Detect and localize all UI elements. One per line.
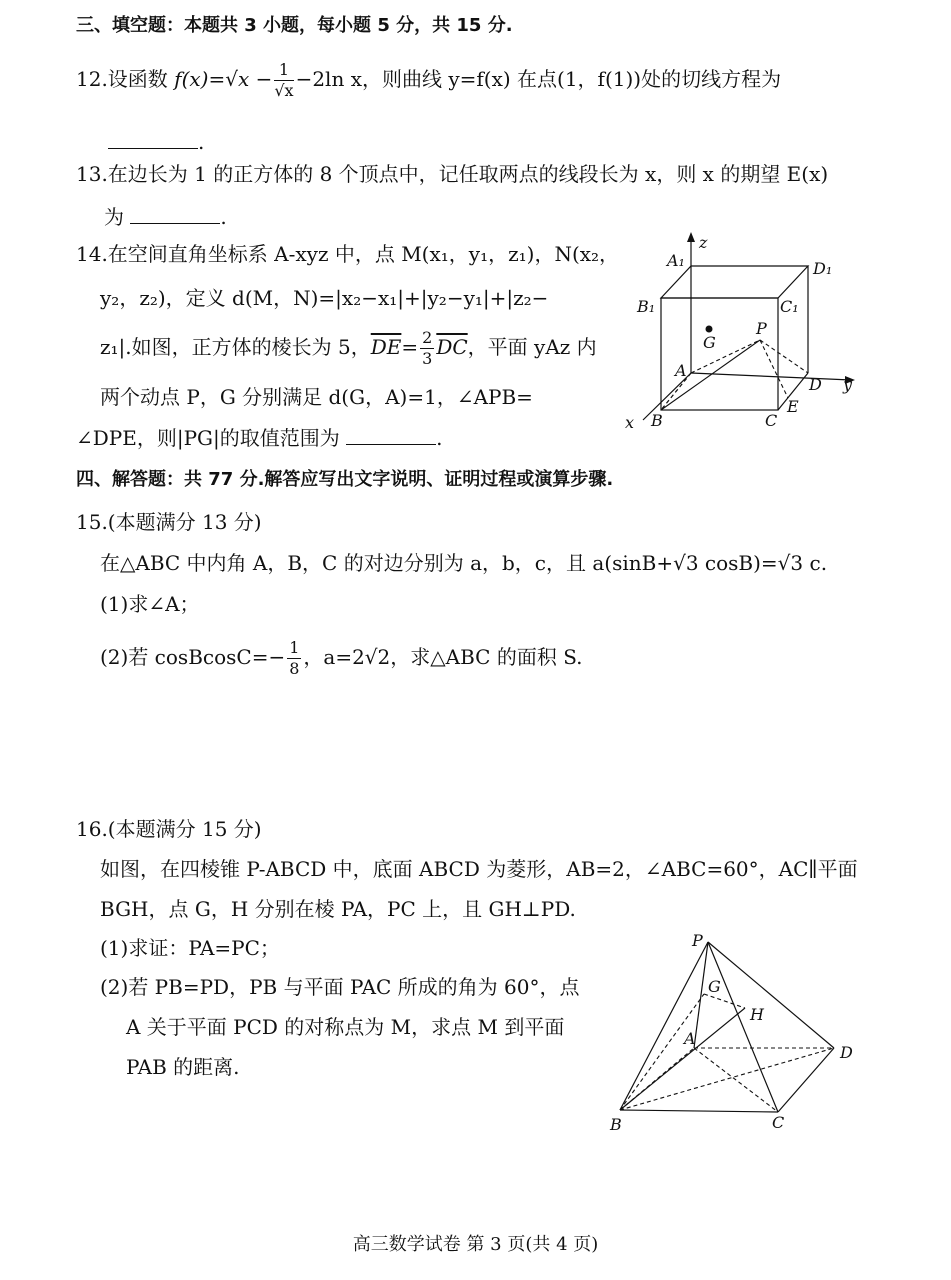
page-footer: 高三数学试卷 第 3 页(共 4 页) [352,1234,599,1255]
q15-part1: (1)求∠A； [100,592,200,616]
q12-end: . [198,130,205,154]
q13-line1: 13.在边长为 1 的正方体的 8 个顶点中，记任取两点的线段长为 x，则 x 的期望 E(x) [76,162,829,186]
label-d2: D [840,1043,853,1062]
q14-line2: y₂，z₂)，定义 d(M，N)=|x₂−x₁|+|y₂−y₁|+|z₂− [100,286,549,310]
q16-line2: BGH，点 G，H 分别在棱 PA，PC 上，且 GH⊥PD. [100,897,576,921]
q15-fraction [287,640,301,677]
q14-numerator: 2 [422,328,433,347]
label-d1: D₁ [813,259,833,278]
q13-line2-text: 为 [104,205,124,229]
q14-line3a: z₁|.如图，正方体的棱长为 5， [100,335,371,359]
section-4-heading: 四、解答题：共 77 分.解答应写出文字说明、证明过程或演算步骤. [76,469,614,490]
segment-ap [691,340,760,373]
label-a1: A₁ [667,251,685,270]
q14-line5-text: ∠DPE，则|PG|的取值范围为 [76,426,340,450]
q14-line1: 14.在空间直角坐标系 A-xyz 中，点 M(x₁，y₁，z₁)，N(x₂， [76,242,620,266]
q13-line2 [104,203,227,231]
pyramid-figure [600,928,870,1138]
q15-part2a: (2)若 cosBcosC=− [100,645,286,669]
q12-prefix: 12.设函数 [76,67,175,91]
label-c: C [765,411,778,430]
q12-rest: −2ln x，则曲线 y=f(x) 在点(1，f(1))处的切线方程为 [295,67,782,91]
q14-line3b: ，平面 yAz 内 [467,335,597,359]
label-b2: B [610,1115,622,1134]
edge-bc [620,1110,778,1112]
section-3-heading: 三、填空题：本题共 3 小题，每小题 5 分，共 15 分. [76,15,513,36]
q12-func: f(x)=√x − [174,67,273,91]
q14-denominator: 3 [422,349,433,368]
cube-top-face [661,266,808,298]
segment-gh [704,994,745,1008]
q16-part2c: PAB 的距离. [126,1055,240,1079]
q14-eq: = [401,335,419,359]
question-12 [76,62,781,99]
q14-fraction [420,330,434,367]
cube-figure [625,228,860,438]
q13-answer-blank [130,205,220,224]
q14-vector-dc: $\overline{DC}$ [436,335,468,359]
edge-pc [708,942,778,1112]
edge-pb [620,942,708,1110]
q12-fraction [274,62,293,99]
cube-front-face [661,298,778,410]
q16-part1: (1)求证：PA=PC； [100,936,280,960]
y-axis [691,373,851,380]
label-p: P [756,319,767,338]
edge-pd [708,942,834,1048]
label-a: A [675,361,687,380]
q15-denominator: 8 [289,659,300,678]
label-d: D [809,375,822,394]
diag-bd [620,1048,834,1110]
q15-part2 [100,640,583,677]
label-h2: H [750,1005,764,1024]
label-x: x [625,413,635,432]
label-y: y [843,375,853,394]
q14-line5 [76,424,442,452]
q13-end: . [220,205,227,229]
edge-ab [620,1048,694,1110]
q16-line1: 如图，在四棱锥 P-ABCD 中，底面 ABCD 为菱形，AB=2，∠ABC=60°，AC∥平面 [100,857,858,881]
label-b: B [651,411,663,430]
point-g-dot [706,326,713,333]
q12-answer-blank [108,130,198,149]
q14-answer-blank [346,426,436,445]
q12-answer-line [108,128,204,156]
q15-line1: 在△ABC 中内角 A，B，C 的对边分别为 a，b，c，且 a(sinB+√3 cosB)=√3 c. [100,551,828,575]
label-z: z [699,233,708,252]
q15-title: 15.(本题满分 13 分) [76,510,262,534]
edge-cd [778,1048,834,1112]
label-a2: A [684,1029,696,1048]
segment-pd [760,340,808,373]
label-g: G [703,333,716,352]
label-c1: C₁ [780,297,799,316]
q16-part2b: A 关于平面 PCD 的对称点为 M，求点 M 到平面 [126,1015,565,1039]
label-g2: G [708,977,721,996]
q12-numerator: 1 [274,62,293,81]
label-p2: P [692,931,703,950]
q14-end: . [436,426,443,450]
segment-pe [760,340,788,398]
q15-part2b: ，a=2√2，求△ABC 的面积 S. [303,645,583,669]
q12-denominator: √x [274,81,294,100]
label-b1: B₁ [637,297,656,316]
q16-part2a: (2)若 PB=PD，PB 与平面 PAC 所成的角为 60°，点 [100,975,580,999]
q14-vector-de: $\overline{DE}$ [370,335,402,359]
q15-numerator: 1 [289,638,300,657]
q14-line3 [100,330,597,367]
label-e: E [787,397,799,416]
q16-title: 16.(本题满分 15 分) [76,817,262,841]
q14-line4: 两个动点 P，G 分别满足 d(G，A)=1，∠APB= [100,385,533,409]
label-c2: C [772,1113,785,1132]
